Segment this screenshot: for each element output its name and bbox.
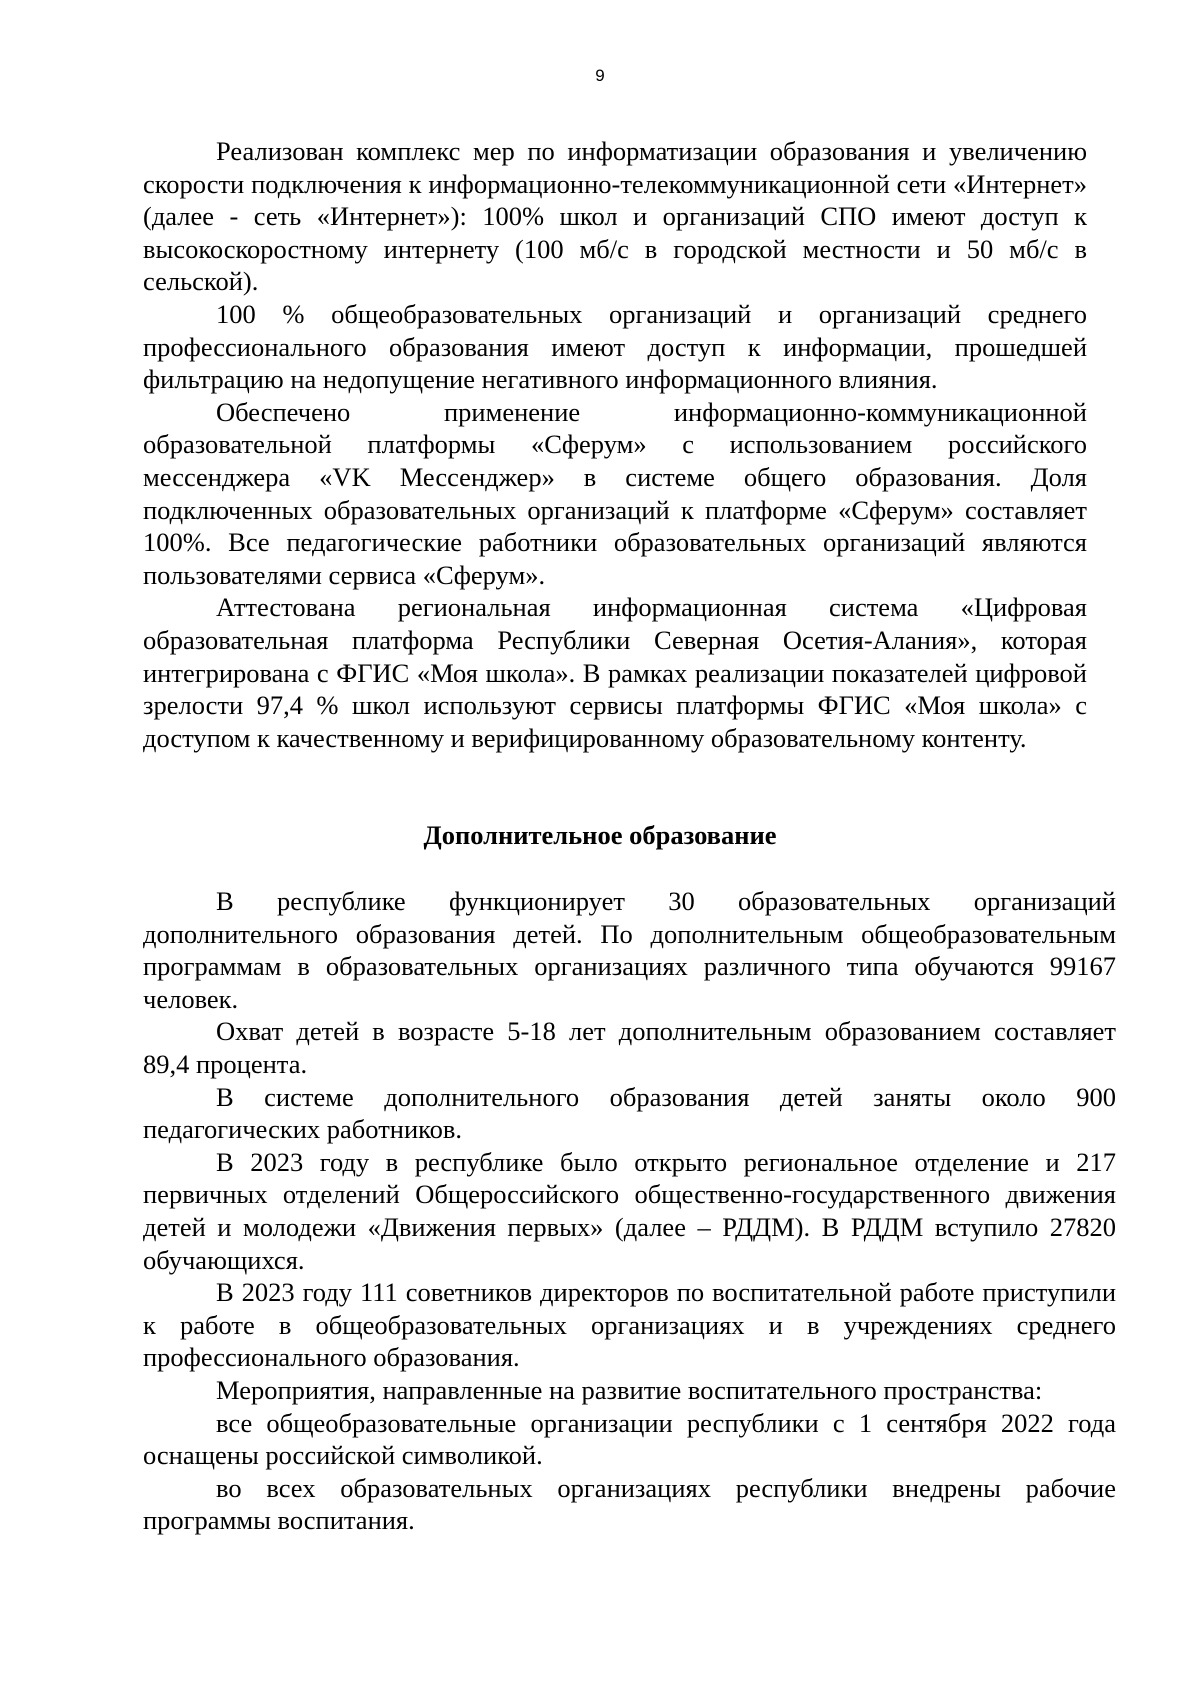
paragraph-coverage: Охват детей в возрасте 5-18 лет дополнительным образованием составляет 89,4 процента. xyxy=(143,1016,1116,1079)
paragraph-rddm: В 2023 году в республике было открыто региональное отделение и 217 первичных отделений Общероссийского общественно-государственного движения детей и молодежи «Движения первых» (далее – РДДМ). В РДДМ вступило 27820 обучающихся. xyxy=(143,1146,1116,1275)
paragraph-digital-platform: Аттестована региональная информационная система «Цифровая образовательная платформа Республики Северная Осетия-Алания», которая интегрирована с ФГИС «Моя школа». В рамках реализации показателей цифровой зрелости 97,4 % школ используют сервисы платформы ФГИС «Моя школа» с доступом к качественному и верифицированному образовательному контенту. xyxy=(143,592,1087,753)
page-number: 9 xyxy=(595,66,605,85)
body-text-top xyxy=(143,135,1087,754)
body-text-bottom xyxy=(143,885,1116,1537)
paragraph-organizations-count: В республике функционирует 30 образовательных организаций дополнительного образования детей. По дополнительным общеобразовательным программам в образовательных организациях различного типа обучаются 99167 человек. xyxy=(143,886,1116,1014)
paragraph-sferum-platform: Обеспечено применение информационно-коммуникационной образовательной платформы «Сферум» с использованием российского мессенджера «VK Мессенджер» в системе общего образования. Доля подключенных образовательных организаций к платформе «Сферум» составляет 100%. Все педагогические работники образовательных организаций являются пользователями сервиса «Сферум». xyxy=(143,396,1087,590)
paragraph-informatization: Реализован комплекс мер по информатизации образования и увеличению скорости подключения к информационно-телекоммуникационной сети «Интернет» (далее - сеть «Интернет»): 100% школ и организаций СПО имеют доступ к высокоскоростному интернету (100 мб/с в городской местности и 50 мб/с в сельской). xyxy=(143,136,1087,297)
paragraph-programs: во всех образовательных организациях республики внедрены рабочие программы воспитания. xyxy=(143,1472,1116,1536)
paragraph-teachers: В системе дополнительного образования детей заняты около 900 педагогических работников. xyxy=(143,1081,1116,1145)
paragraph-advisors: В 2023 году 111 советников директоров по воспитательной работе приступили к работе в общеобразовательных организациях и в учреждениях среднего профессионального образования. xyxy=(143,1277,1116,1373)
paragraph-content-filtering: 100 % общеобразовательных организаций и организаций среднего профессионального образования имеют доступ к информации, прошедшей фильтрацию на недопущение негативного информационного влияния. xyxy=(143,298,1087,395)
paragraph-activities: Мероприятия, направленные на развитие воспитательного пространства: xyxy=(216,1374,1043,1405)
paragraph-symbols: все общеобразовательные организации республики с 1 сентября 2022 года оснащены российской символикой. xyxy=(143,1407,1116,1471)
section-heading: Дополнительное образование xyxy=(423,820,777,850)
